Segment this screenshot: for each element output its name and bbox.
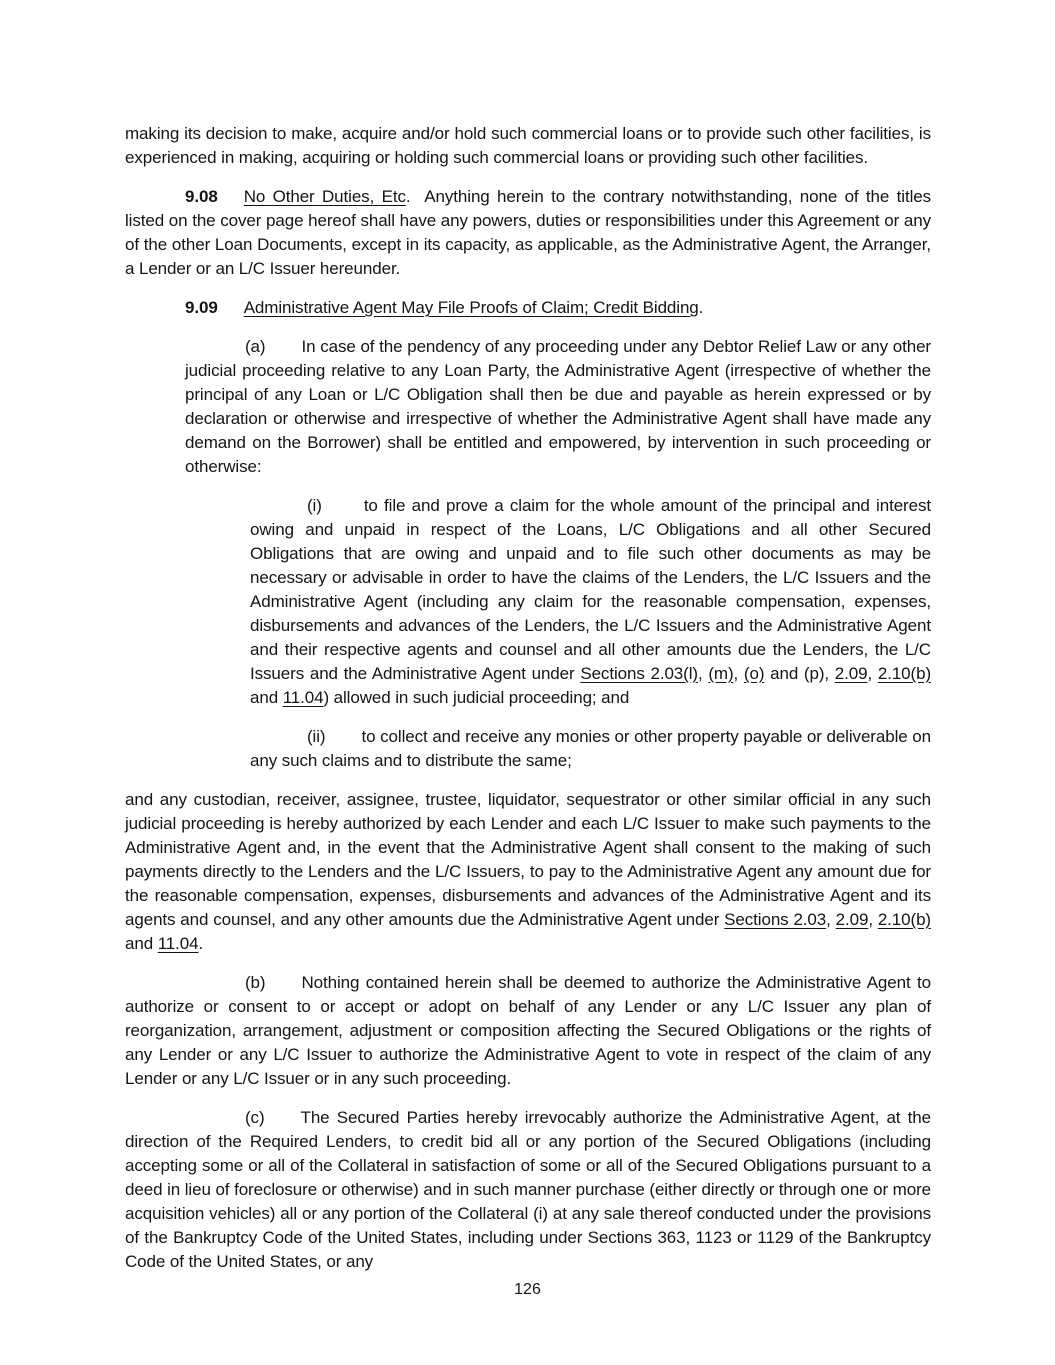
clause-b-paragraph — [125, 971, 931, 1091]
paragraph-custodian — [125, 788, 931, 956]
section-reference: Sections 2.03 — [724, 910, 827, 929]
document-body — [125, 122, 931, 1289]
section-title: No Other Duties, Etc — [243, 187, 406, 206]
text-run: and — [250, 688, 283, 707]
section-number: 9.08 — [185, 187, 218, 206]
text-run: ) allowed in such judicial proceeding; and — [323, 688, 630, 707]
section-title: Administrative Agent May File Proofs of Claim; Credit Bidding — [243, 298, 699, 317]
clause-label: (a) — [245, 337, 266, 356]
section-reference: Sections 2.03(l) — [580, 664, 698, 683]
clause-c-paragraph — [125, 1106, 931, 1274]
text-run: to file and prove a claim for the whole amount of the principal and interest owing and unpaid in respect of the Loans, L/C Obligations and all other Secured Obligations that are owing and unpaid and to file such other documents as may be necessary or advisable in order to have the claims of the Lenders, the L/C Issuers and the Administrative Agent (including any claim for the reasonable compensation, expenses, disbursements and advances of the Lenders, the L/C Issuers and the Administrative Agent and their respective agents and counsel and all other amounts due the Lenders, the L/C Issuers and the Administrative Agent under — [250, 496, 931, 683]
text-run: Nothing contained herein shall be deemed to authorize the Administrative Agent to authorize or consent to or accept or adopt on behalf of any Lender or any L/C Issuer any plan of reorganization, arrangement, adjustment or composition affecting the Secured Obligations or the rights of any Lender or any L/C Issuer to authorize the Administrative Agent to vote in respect of the claim of any Lender or any L/C Issuer or in any such proceeding. — [125, 973, 931, 1088]
section-reference: (m) — [708, 664, 734, 683]
text-run: . — [198, 934, 204, 953]
page-footer — [0, 1278, 1055, 1302]
section-reference: (o) — [743, 664, 765, 683]
text-run: , — [868, 910, 878, 929]
text-run: . Anything herein to the contrary notwithstanding, none of the titles listed on the cover page hereof shall have any powers, duties or responsibilities under this Agreement or any of the other Loan Documents, except in its capacity, as applicable, as the Administrative Agent, the Arranger, a Lender or an L/C Issuer hereunder. — [125, 187, 931, 278]
clause-ii-paragraph — [250, 725, 931, 773]
section-reference: 2.10(b) — [877, 910, 931, 929]
text-run: and any custodian, receiver, assignee, trustee, liquidator, sequestrator or other similar official in any such judicial proceeding is hereby authorized by each Lender and each L/C Issuer to make such payments to the Administrative Agent and, in the event that the Administrative Agent shall consent to the making of such payments directly to the Lenders and the L/C Issuers, to pay to the Administrative Agent any amount due for the reasonable compensation, expenses, disbursements and advances of the Administrative Agent and its agents and counsel, and any other amounts due the Administrative Agent under — [125, 790, 931, 929]
clause-a-paragraph — [185, 335, 931, 479]
section-9-09-heading — [125, 296, 931, 320]
clause-label: (i) — [307, 496, 322, 515]
section-reference: 2.09 — [834, 664, 868, 683]
section-reference: 11.04 — [282, 688, 324, 707]
text-run: , — [826, 910, 836, 929]
text-run: , — [733, 664, 744, 683]
clause-label: (b) — [245, 973, 266, 992]
text-run: , — [867, 664, 878, 683]
section-reference: 2.10(b) — [877, 664, 932, 683]
clause-label: (ii) — [307, 727, 326, 746]
text-run: The Secured Parties hereby irrevocably authorize the Administrative Agent, at the direction of the Required Lenders, to credit bid all or any portion of the Secured Obligations (including accepting some or all of the Collateral in satisfaction of some or all of the Secured Obligations pursuant to a deed in lieu of foreclosure or otherwise) and in such manner purchase (either directly or through one or more acquisition vehicles) all or any portion of the Collateral (i) at any sale thereof conducted under the provisions of the Bankruptcy Code of the United States, including under Sections 363, 1123 or 1129 of the Bankruptcy Code of the United States, or any — [125, 1108, 931, 1271]
text-run: and (p), — [764, 664, 835, 683]
text-run: making its decision to make, acquire and/or hold such commercial loans or to provide such other facilities, is experienced in making, acquiring or holding such commercial loans or providing such other facilities. — [125, 124, 931, 167]
text-run: , — [697, 664, 709, 683]
section-9-08-no-other-duties — [125, 185, 931, 281]
clause-label: (c) — [245, 1108, 265, 1127]
section-number: 9.09 — [185, 298, 218, 317]
section-reference: 11.04 — [157, 934, 199, 953]
text-run: to collect and receive any monies or other property payable or deliverable on any such claims and to distribute the same; — [250, 727, 931, 770]
clause-i-paragraph — [250, 494, 931, 710]
section-reference: 2.09 — [835, 910, 869, 929]
paragraph-continuation — [125, 122, 931, 170]
text-run: and — [125, 934, 158, 953]
text-run: In case of the pendency of any proceeding under any Debtor Relief Law or any other judicial proceeding relative to any Loan Party, the Administrative Agent (irrespective of whether the principal of any Loan or L/C Obligation shall then be due and payable as herein expressed or by declaration or otherwise and irrespective of whether the Administrative Agent shall have made any demand on the Borrower) shall be entitled and empowered, by intervention in such proceeding or otherwise: — [185, 337, 931, 476]
text-run: . — [698, 298, 704, 317]
page-number: 126 — [514, 1281, 541, 1298]
